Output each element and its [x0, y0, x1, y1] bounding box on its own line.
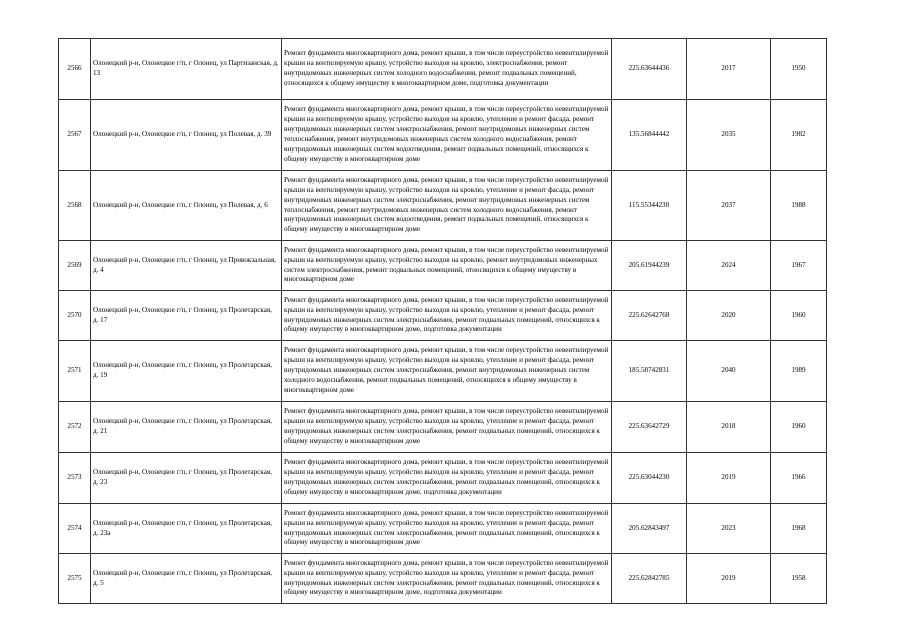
row-repair-year: 2017: [687, 39, 771, 100]
row-number: 2567: [59, 100, 91, 171]
row-built-year: 1966: [771, 453, 827, 504]
row-built-year: 1960: [771, 291, 827, 341]
row-works: Ремонт фундамента многоквартирного дома, ремонт крыши, в том числе переустройство невентилируемой крыши на вентилируемую крышу, устройство выходов на кровлю, ремонт внутридомовых инженерных систем электроснабжения, ремонт подвальных помещений, относящихся к общему имуществу в многоквартирном доме: [282, 241, 612, 291]
row-number: 2575: [59, 554, 91, 604]
row-cost: 225.62642768: [612, 291, 687, 341]
row-number: 2573: [59, 453, 91, 504]
row-address: Олонецкий р-н, Олонецкое г/п, г Олонец, ул Полевая, д. 39: [91, 100, 282, 171]
row-number: 2572: [59, 402, 91, 453]
row-address: Олонецкий р-н, Олонецкое г/п, г Олонец, ул Привокзальная, д. 4: [91, 241, 282, 291]
row-address: Олонецкий р-н, Олонецкое г/п, г Олонец, ул Пролетарская, д. 23а: [91, 504, 282, 554]
capital-repair-table: [58, 38, 827, 604]
row-built-year: 1967: [771, 241, 827, 291]
row-number: 2574: [59, 504, 91, 554]
table-body: [59, 39, 827, 604]
row-number: 2570: [59, 291, 91, 341]
row-built-year: 1988: [771, 171, 827, 241]
row-repair-year: 2018: [687, 402, 771, 453]
row-repair-year: 2023: [687, 504, 771, 554]
row-works: Ремонт фундамента многоквартирного дома, ремонт крыши, в том числе переустройство невентилируемой крыши на вентилируемую крышу, устройство выходов на кровлю, утепление и ремонт фасада, ремонт внутридомовых инженерных систем электроснабжения, ремонт внутридомовых инженерных систем теплоснабжения, ремонт внутридомовых инженерных систем холодного водоснабжения, ремонт внутридомовых инженерных систем водоотведения, ремонт подвальных помещений, относящихся к общему имуществу в многоквартирном доме: [282, 100, 612, 171]
row-address: Олонецкий р-н, Олонецкое г/п, г Олонец, ул Полевая, д. 6: [91, 171, 282, 241]
row-repair-year: 2019: [687, 453, 771, 504]
table-row: [59, 171, 827, 241]
row-number: 2568: [59, 171, 91, 241]
row-built-year: 1960: [771, 402, 827, 453]
row-built-year: 1958: [771, 554, 827, 604]
row-repair-year: 2035: [687, 100, 771, 171]
row-cost: 205.62843497: [612, 504, 687, 554]
row-address: Олонецкий р-н, Олонецкое г/п, г Олонец, ул Пролетарская, д. 17: [91, 291, 282, 341]
row-works: Ремонт фундамента многоквартирного дома, ремонт крыши, в том числе переустройство невентилируемой крыши на вентилируемую крышу, устройство выходов на кровлю, утепление и ремонт фасада, ремонт внутридомовых инженерных систем электроснабжения, ремонт внутридомовых инженерных систем теплоснабжения, ремонт внутридомовых инженерных систем холодного водоснабжения, ремонт внутридомовых инженерных систем водоотведения, ремонт подвальных помещений, относящихся к общему имуществу в многоквартирном доме: [282, 171, 612, 241]
table-row: [59, 402, 827, 453]
table-row: [59, 291, 827, 341]
row-built-year: 1950: [771, 39, 827, 100]
row-works: Ремонт фундамента многоквартирного дома, ремонт крыши, в том числе переустройство невентилируемой крыши на вентилируемую крышу, устройство выходов на кровлю, утепление и ремонт фасада, ремонт внутридомовых инженерных систем электроснабжения, ремонт подвальных помещений, относящихся к общему имуществу в многоквартирном доме: [282, 504, 612, 554]
row-works: Ремонт фундамента многоквартирного дома, ремонт крыши, в том числе переустройство невентилируемой крыши на вентилируемую крышу, устройство выходов на кровлю, утепление и ремонт фасада, ремонт внутридомовых инженерных систем электроснабжения, ремонт подвальных помещений, относящихся к общему имуществу в многоквартирном доме, подготовка документации: [282, 554, 612, 604]
row-works: Ремонт фундамента многоквартирного дома, ремонт крыши, в том числе переустройство невентилируемой крыши на вентилируемую крышу, устройство выходов на кровлю, утепление и ремонт фасада, ремонт внутридомовых инженерных систем электроснабжения, ремонт подвальных помещений, относящихся к общему имуществу в многоквартирном доме: [282, 402, 612, 453]
row-address: Олонецкий р-н, Олонецкое г/п, г Олонец, ул Пролетарская, д. 21: [91, 402, 282, 453]
row-cost: 225.63644436: [612, 39, 687, 100]
row-cost: 205.61944239: [612, 241, 687, 291]
table-row: [59, 341, 827, 402]
table-row: [59, 100, 827, 171]
row-address: Олонецкий р-н, Олонецкое г/п, г Олонец, ул Партизанская, д. 13: [91, 39, 282, 100]
row-repair-year: 2024: [687, 241, 771, 291]
row-number: 2566: [59, 39, 91, 100]
row-address: Олонецкий р-н, Олонецкое г/п, г Олонец, ул Пролетарская, д. 23: [91, 453, 282, 504]
row-address: Олонецкий р-н, Олонецкое г/п, г Олонец, ул Пролетарская, д. 19: [91, 341, 282, 402]
row-built-year: 1968: [771, 504, 827, 554]
row-number: 2569: [59, 241, 91, 291]
table-row: [59, 504, 827, 554]
row-repair-year: 2037: [687, 171, 771, 241]
row-cost: 135.56844442: [612, 100, 687, 171]
row-works: Ремонт фундамента многоквартирного дома, ремонт крыши, в том числе переустройство невентилируемой крыши на вентилируемую крышу, устройство выходов на кровлю, электроснабжения, ремонт внутридомовых инженерных систем холодного водоснабжения, ремонт подвальных помещений, относящихся к общему имуществу в многоквартирном доме, подготовка документации: [282, 39, 612, 100]
row-works: Ремонт фундамента многоквартирного дома, ремонт крыши, в том числе переустройство невентилируемой крыши на вентилируемую крышу, устройство выходов на кровлю, утепление и ремонт фасада, ремонт внутридомовых инженерных систем электроснабжения, ремонт внутридомовых инженерных систем холодного водоснабжения, ремонт подвальных помещений, относящихся к общему имуществу в многоквартирном доме: [282, 341, 612, 402]
table-row: [59, 453, 827, 504]
row-cost: 185.58742831: [612, 341, 687, 402]
row-works: Ремонт фундамента многоквартирного дома, ремонт крыши, в том числе переустройство невентилируемой крыши на вентилируемую крышу, устройство выходов на кровлю, утепление и ремонт фасада, ремонт внутридомовых инженерных систем электроснабжения, ремонт подвальных помещений, относящихся к общему имуществу в многоквартирном доме, подготовка документации: [282, 453, 612, 504]
row-cost: 225.63642729: [612, 402, 687, 453]
row-repair-year: 2019: [687, 554, 771, 604]
table-row: [59, 554, 827, 604]
row-cost: 225.63044230: [612, 453, 687, 504]
row-repair-year: 2040: [687, 341, 771, 402]
table-row: [59, 241, 827, 291]
row-works: Ремонт фундамента многоквартирного дома, ремонт крыши, в том числе переустройство невентилируемой крыши на вентилируемую крышу, устройство выходов на кровлю, утепление и ремонт фасада, ремонт внутридомовых инженерных систем электроснабжения, ремонт подвальных помещений, относящихся к общему имуществу в многоквартирном доме, подготовка документации: [282, 291, 612, 341]
row-built-year: 1982: [771, 100, 827, 171]
row-number: 2571: [59, 341, 91, 402]
table-row: [59, 39, 827, 100]
row-address: Олонецкий р-н, Олонецкое г/п, г Олонец, ул Пролетарская, д. 5: [91, 554, 282, 604]
row-repair-year: 2020: [687, 291, 771, 341]
row-cost: 225.62842785: [612, 554, 687, 604]
row-cost: 115.55344230: [612, 171, 687, 241]
row-built-year: 1989: [771, 341, 827, 402]
